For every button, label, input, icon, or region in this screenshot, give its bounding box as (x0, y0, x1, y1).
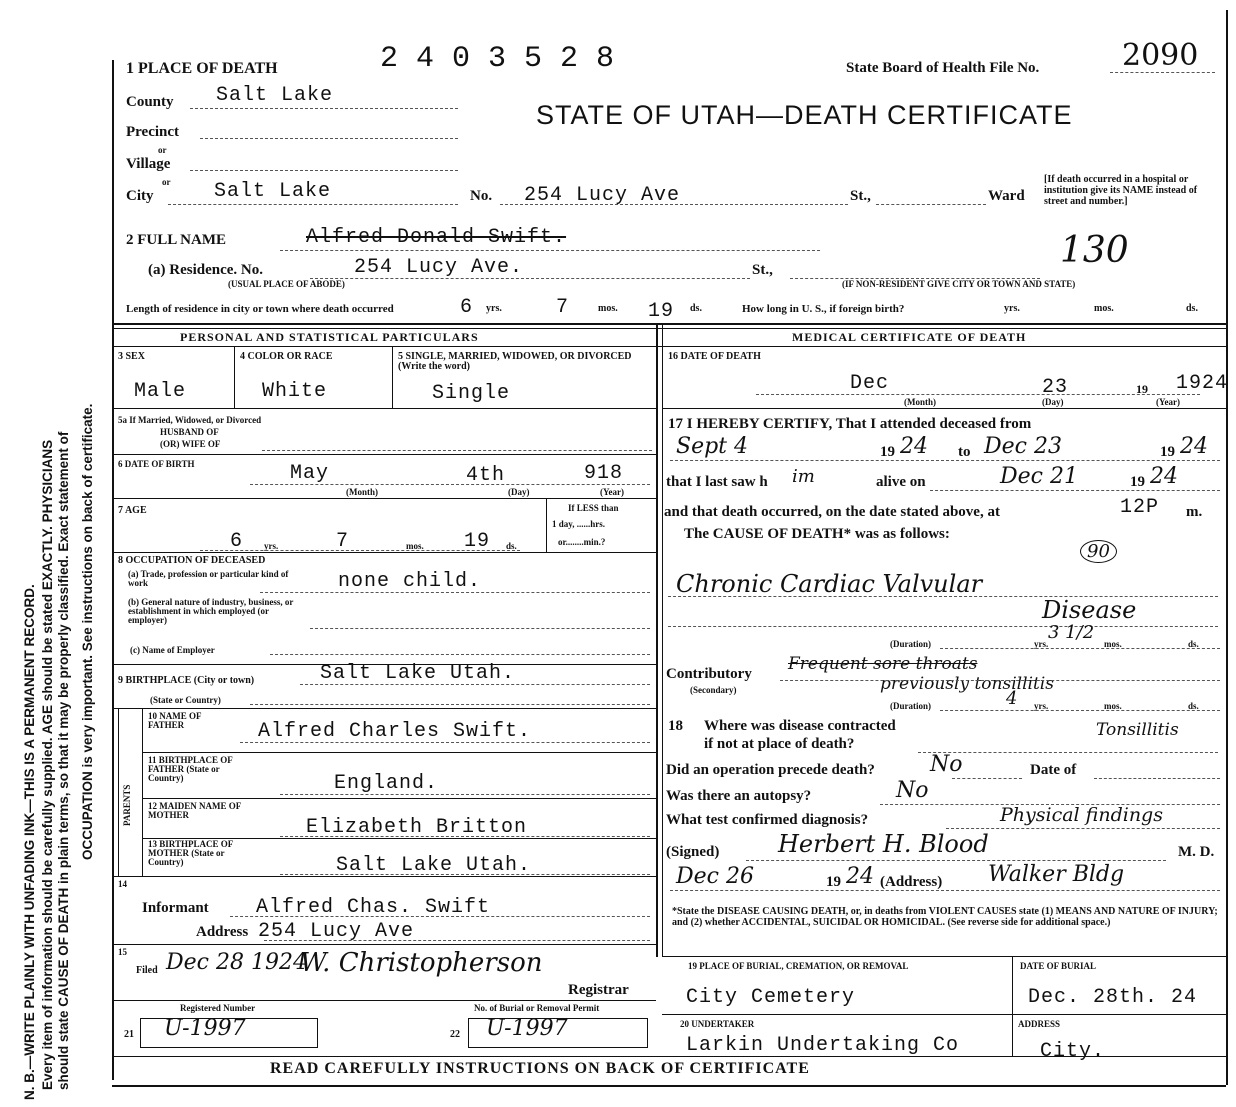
death-year: 1924 (1176, 372, 1229, 395)
spouse-label-2: HUSBAND OF (160, 427, 219, 437)
physician-signature: Herbert H. Blood (778, 830, 989, 858)
birthplace-label: 9 BIRTHPLACE (City or town) (118, 675, 255, 686)
unit-label: ds. (506, 541, 517, 551)
spouse-label-1: 5a If Married, Widowed, or Divorced (118, 415, 262, 425)
undertaker-value: Larkin Undertaking Co (686, 1034, 960, 1057)
attended-to-year: 24 (1180, 434, 1208, 459)
unit-label: ds. (1188, 701, 1199, 711)
unit-label: mos. (1104, 639, 1122, 649)
color-value: White (262, 380, 328, 403)
contracted-note: Tonsillitis (1096, 720, 1179, 740)
father-value: Alfred Charles Swift. (258, 720, 532, 743)
unit-label: yrs. (1034, 639, 1049, 649)
filed-date: Dec 28 1924 (166, 950, 307, 975)
m-label: m. (1186, 504, 1203, 520)
ward-mark: 130 (1060, 230, 1129, 271)
marital-value: Single (432, 382, 511, 405)
occupation-value: none child. (338, 570, 482, 593)
age-label: 7 AGE (118, 505, 147, 516)
caption: (Day) (508, 487, 530, 497)
mother-value: Elizabeth Britton (306, 816, 528, 839)
birthplace-value: Salt Lake Utah. (320, 662, 516, 685)
less-than-label: If LESS than (568, 503, 619, 513)
certificate-title: STATE OF UTAH—DEATH CERTIFICATE (536, 100, 1073, 130)
duration-value: 3 1/2 (1048, 622, 1095, 643)
side-note-4: OCCUPATION is very important. See instructions on back of certificate. (80, 403, 95, 860)
side-note-1: N. B.—WRITE PLAINLY WITH UNFADING INK—THIS IS A PERMANENT RECORD. (22, 584, 37, 1100)
caption: (Year) (1156, 397, 1180, 407)
dob-month: May (290, 462, 330, 485)
residence-value: 254 Lucy Ave. (354, 256, 524, 279)
unit-label: mos. (406, 541, 424, 551)
side-note-2: Every item of information should be carefully supplied. AGE should be stated EXACTLY. PHYSICIANS (40, 439, 55, 1090)
spouse-label-3: (OR) WIFE OF (160, 439, 221, 449)
death-occurred-text: and that death occurred, on the date stated above, at (664, 504, 1000, 520)
signed-date: Dec 26 (676, 864, 754, 889)
length-mos: 7 (556, 296, 570, 319)
to-label: to (958, 444, 971, 460)
sex-label: 3 SEX (118, 351, 145, 362)
state-label: (State or Country) (150, 695, 221, 705)
residence-label: (a) Residence. No. (148, 262, 263, 278)
abode-note: (USUAL PLACE OF ABODE) (228, 279, 345, 289)
unit-label: ds. (1186, 303, 1198, 314)
father-birthplace-value: England. (334, 772, 439, 795)
contributory-label: Contributory (666, 666, 752, 682)
footnote: *State the DISEASE CAUSING DEATH, or, in deaths from VIOLENT CAUSES state (1) MEANS AND NATURE OF INJURY; and (2) whether ACCIDENTAL, SUICIDAL OR HOMICIDAL. (See reverse side for additional space.) (672, 906, 1218, 928)
less-than-label: 1 day, ......hrs. (552, 519, 606, 529)
year-prefix: 19 (1160, 444, 1175, 460)
employer-label: (c) Name of Employer (130, 645, 215, 655)
informant-address-label: Address (196, 924, 249, 940)
us-label: How long in U. S., if foreign birth? (742, 303, 905, 315)
operation-value: No (930, 752, 963, 777)
county-label: County (126, 94, 174, 110)
dob-label: 6 DATE OF BIRTH (118, 459, 195, 469)
burial-permit-label: No. of Burial or Removal Permit (474, 1003, 600, 1013)
item-number: 21 (124, 1029, 134, 1040)
last-saw-text-2: alive on (876, 474, 926, 490)
dob-day: 4th (466, 464, 506, 487)
informant-value: Alfred Chas. Swift (256, 896, 491, 919)
occupation-label: 8 OCCUPATION OF DECEASED (118, 555, 266, 566)
unit-label: yrs. (1004, 303, 1020, 314)
date-of-death-label: 16 DATE OF DEATH (668, 351, 761, 362)
unit-label: ds. (1188, 639, 1199, 649)
mother-birthplace-value: Salt Lake Utah. (336, 854, 532, 877)
street-value: 254 Lucy Ave (524, 184, 681, 207)
st-label: St., (850, 188, 871, 204)
undertaker-label: 20 UNDERTAKER (680, 1019, 755, 1029)
burial-date-value: Dec. 28th. 24 (1028, 986, 1198, 1009)
caption: (Month) (904, 397, 936, 407)
street-no-label: No. (470, 188, 493, 204)
item-number: 14 (118, 879, 127, 889)
year-prefix: 19 (826, 874, 841, 890)
full-name-value: Alfred Donald Swift. (306, 226, 567, 249)
length-ds: 19 (648, 300, 675, 323)
footer-instructions: READ CAREFULLY INSTRUCTIONS ON BACK OF CERTIFICATE (270, 1060, 810, 1077)
death-year-prefix: 19 (1136, 382, 1148, 396)
age-mos: 7 (336, 530, 350, 553)
signed-year: 24 (846, 864, 874, 889)
less-than-label: or........min.? (558, 537, 606, 547)
informant-address-value: 254 Lucy Ave (258, 920, 415, 943)
or-text: or (162, 177, 171, 187)
burial-date-label: DATE OF BURIAL (1020, 961, 1097, 971)
medical-heading: MEDICAL CERTIFICATE OF DEATH (792, 330, 1027, 344)
unit-label: yrs. (486, 303, 502, 314)
length-residence-label: Length of residence in city or town where death occurred (126, 303, 394, 315)
filed-label: Filed (136, 965, 158, 976)
residence-st-label: St., (752, 262, 773, 278)
informant-label: Informant (142, 900, 209, 916)
attended-from-date: Sept 4 (676, 434, 749, 459)
mother-birthplace-label: 13 BIRTHPLACE OF MOTHER (State or Country) (148, 839, 233, 867)
nonresident-note: (IF NON-RESIDENT GIVE CITY OR TOWN AND STATE) (842, 279, 1076, 289)
burial-permit-number: U-1997 (486, 1016, 568, 1041)
registrar-label: Registrar (568, 982, 629, 998)
physician-address: Walker Bldg (988, 862, 1125, 887)
cause-label: The CAUSE OF DEATH* was as follows: (684, 526, 950, 542)
certify-text: 17 I HEREBY CERTIFY, That I attended deceased from (668, 416, 1032, 432)
item-number: 18 (668, 718, 683, 734)
attended-from-year: 24 (900, 434, 928, 459)
secondary-label: (Secondary) (690, 685, 737, 695)
mother-label: 12 MAIDEN NAME OF MOTHER (148, 801, 241, 820)
contributory-line-2: previously tonsillitis (880, 674, 1054, 694)
age-yrs: 6 (230, 530, 244, 553)
last-saw-handwritten: im (792, 466, 815, 487)
ward-label: Ward (988, 188, 1025, 204)
registered-number: U-1997 (164, 1016, 246, 1041)
physician-address-label: (Address) (880, 874, 943, 890)
registered-number-label: Registered Number (180, 1003, 256, 1013)
autopsy-label: Was there an autopsy? (666, 788, 812, 804)
parents-label: PARENTS (122, 784, 132, 826)
caption: (Day) (1042, 397, 1064, 407)
last-saw-year: 24 (1150, 464, 1178, 489)
operation-date-label: Date of (1030, 762, 1077, 778)
or-text: or (158, 145, 167, 155)
caption: (Year) (600, 487, 624, 497)
occupation-b: (b) General nature of industry, business, or establishment in which employed (or employer) (128, 597, 294, 625)
undertaker-address-label: ADDRESS (1018, 1019, 1061, 1029)
contributory-duration: 4 (1006, 688, 1018, 709)
dob-year: 918 (584, 462, 624, 485)
test-value: Physical findings (1000, 804, 1163, 826)
contracted-label-1: Where was disease contracted (704, 718, 896, 734)
city-label: City (126, 188, 154, 204)
side-note-3: should state CAUSE OF DEATH in plain terms, so that it may be properly classified. Exact statement of (56, 431, 71, 1090)
color-label: 4 COLOR OR RACE (240, 351, 333, 362)
attended-to-date: Dec 23 (984, 434, 1062, 459)
length-yrs: 6 (460, 296, 474, 319)
county-value: Salt Lake (216, 84, 334, 107)
contributory-line-1: Frequent sore throats (788, 654, 978, 674)
village-label: Village (126, 156, 171, 172)
cause-line-2: Disease (1042, 596, 1137, 624)
ward-note: [If death occurred in a hospital or institution give its NAME instead of street and number.] (1044, 174, 1198, 207)
death-day: 23 (1042, 376, 1069, 399)
full-name-label: 2 FULL NAME (126, 232, 227, 248)
personal-heading: PERSONAL AND STATISTICAL PARTICULARS (180, 330, 479, 344)
occupation-a: (a) Trade, profession or particular kind of work (128, 569, 289, 588)
precinct-label: Precinct (126, 124, 180, 140)
father-birthplace-label: 11 BIRTHPLACE OF FATHER (State or Country) (148, 755, 233, 783)
unit-label: yrs. (1034, 701, 1049, 711)
autopsy-value: No (896, 778, 929, 803)
duration-label: (Duration) (890, 701, 931, 711)
signed-label: (Signed) (666, 844, 720, 860)
death-hour: 12P (1120, 496, 1160, 519)
last-saw-text: that I last saw h (666, 474, 768, 490)
operation-label: Did an operation precede death? (666, 762, 875, 778)
cause-code: 90 (1080, 540, 1117, 563)
unit-label: ds. (690, 303, 702, 314)
place-of-death-label: 1 PLACE OF DEATH (126, 60, 278, 77)
unit-label: mos. (1094, 303, 1114, 314)
sex-value: Male (134, 380, 187, 403)
unit-label: yrs. (264, 541, 279, 551)
age-ds: 19 (464, 530, 491, 553)
contracted-label-2: if not at place of death? (704, 736, 855, 752)
marital-label: 5 SINGLE, MARRIED, WIDOWED, OR DIVORCED (Write the word) (398, 351, 632, 372)
registrar-signature: W. Christopherson (300, 948, 543, 978)
test-label: What test confirmed diagnosis? (666, 812, 869, 828)
father-label: 10 NAME OF FATHER (148, 711, 202, 730)
file-no: 2090 (1122, 38, 1199, 73)
unit-label: mos. (598, 303, 618, 314)
file-no-label: State Board of Health File No. (846, 60, 1040, 76)
last-saw-date: Dec 21 (1000, 464, 1078, 489)
caption: (Month) (346, 487, 378, 497)
burial-place-label: 19 PLACE OF BURIAL, CREMATION, OR REMOVAL (688, 961, 909, 971)
certificate-number: 2 4 0 3 5 2 8 (380, 42, 615, 76)
undertaker-address-value: City. (1040, 1040, 1106, 1063)
duration-label: (Duration) (890, 639, 931, 649)
item-number: 22 (450, 1029, 460, 1040)
md-label: M. D. (1178, 844, 1215, 860)
city-value: Salt Lake (214, 180, 332, 203)
unit-label: mos. (1104, 701, 1122, 711)
year-prefix: 19 (880, 444, 895, 460)
cause-line-1: Chronic Cardiac Valvular (676, 570, 983, 598)
death-month: Dec (850, 372, 890, 395)
item-number: 15 (118, 947, 127, 957)
burial-place-value: City Cemetery (686, 986, 856, 1009)
year-prefix: 19 (1130, 474, 1145, 490)
